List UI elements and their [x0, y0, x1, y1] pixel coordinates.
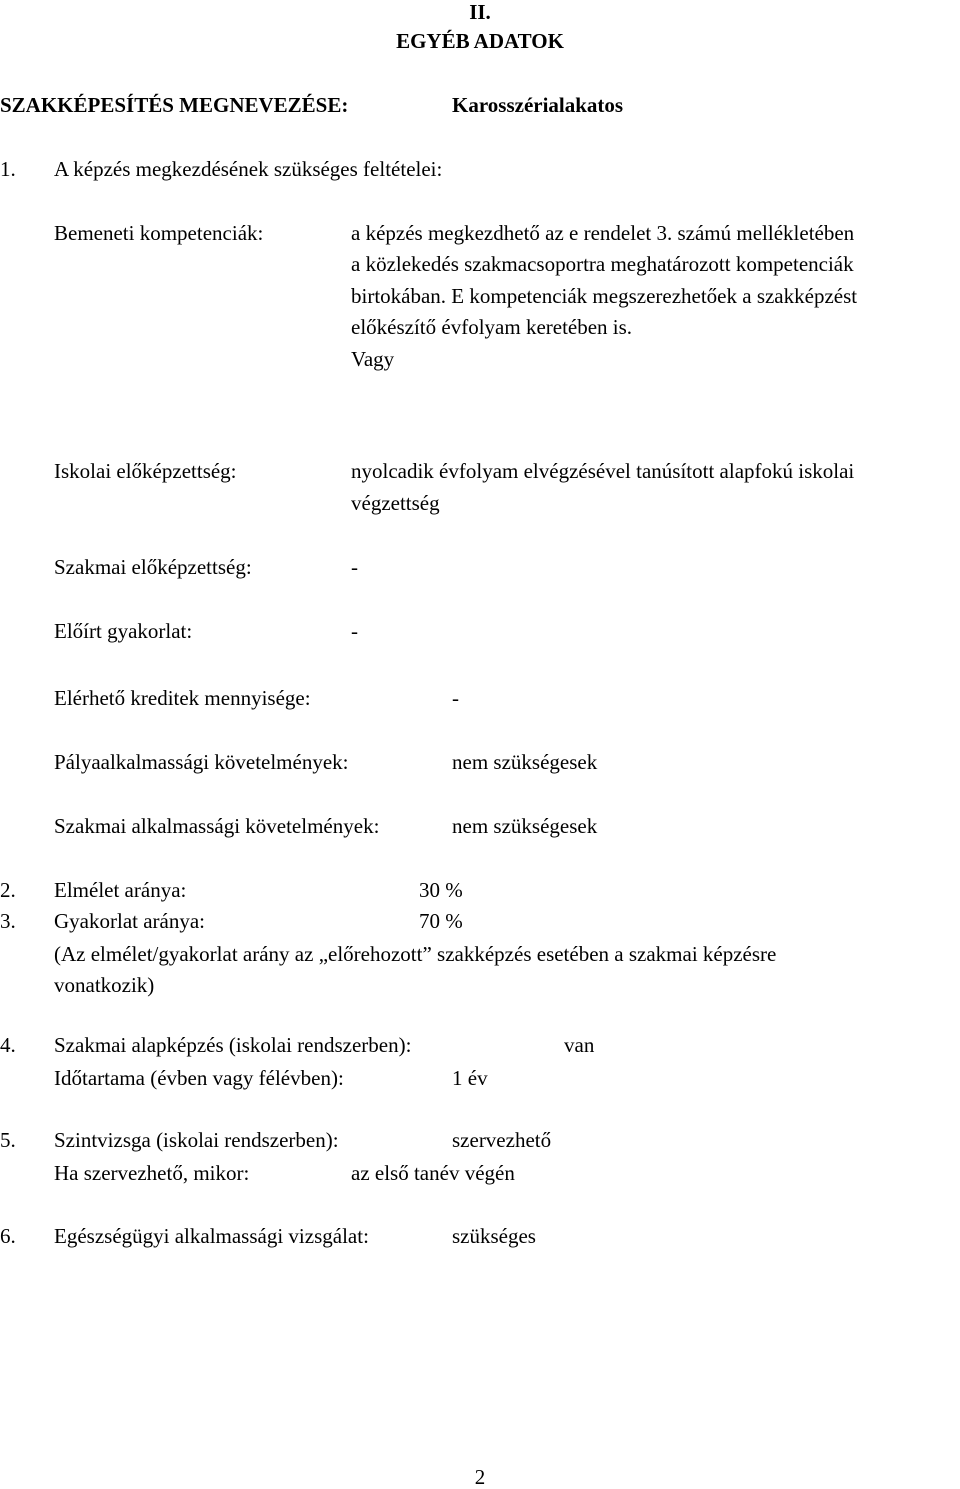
career-aptitude-value: nem szükségesek [452, 750, 598, 774]
career-aptitude-label: Pályaalkalmassági követelmények: [54, 750, 349, 774]
item2-number: 2. [0, 878, 16, 902]
required-practice-value: - [351, 619, 358, 643]
item3-label: Gyakorlat aránya: [54, 909, 206, 933]
item3-value: 70 % [419, 909, 463, 933]
item4-duration-label: Időtartama (évben vagy félévben): [54, 1066, 344, 1090]
professional-prerequisite-label: Szakmai előképzettség: [54, 555, 252, 579]
entry-competencies-line: a képzés megkezdhető az e rendelet 3. számú mellékletében [351, 221, 855, 245]
item1-number: 1. [0, 157, 16, 181]
item5-when-label: Ha szervezhető, mikor: [54, 1161, 250, 1185]
page-number: 2 [474, 1465, 486, 1489]
item6-value: szükséges [452, 1224, 536, 1248]
item5-number: 5. [0, 1128, 16, 1152]
section-number: II. [469, 0, 491, 24]
school-prerequisite-label: Iskolai előképzettség: [54, 459, 237, 483]
qualification-value: Karosszérialakatos [452, 93, 624, 117]
item4-number: 4. [0, 1033, 16, 1057]
item2-label: Elmélet aránya: [54, 878, 187, 902]
item4-duration-value: 1 év [452, 1066, 488, 1090]
item4-value: van [564, 1033, 595, 1057]
entry-competencies-line: birtokában. E kompetenciák megszerezhetőek a szakképzést [351, 284, 858, 308]
entry-competencies-line: előkészítő évfolyam keretében is. [351, 315, 633, 339]
professional-prerequisite-value: - [351, 555, 358, 579]
entry-competencies-line: a közlekedés szakmacsoportra meghatározott kompetenciák [351, 252, 854, 276]
item2-value: 30 % [419, 878, 463, 902]
item5-value: szervezhető [452, 1128, 552, 1152]
school-prerequisite-line: nyolcadik évfolyam elvégzésével tanúsított alapfokú iskolai [351, 459, 855, 483]
item5-when-value: az első tanév végén [351, 1161, 515, 1185]
item4-label: Szakmai alapképzés (iskolai rendszerben): [54, 1033, 412, 1057]
item5-label: Szintvizsga (iskolai rendszerben): [54, 1128, 339, 1152]
credits-value: - [452, 686, 459, 710]
item3-note-line: vonatkozik) [54, 973, 155, 997]
item3-number: 3. [0, 909, 16, 933]
item1-title: A képzés megkezdésének szükséges feltételei: [54, 157, 443, 181]
or-text: Vagy [351, 347, 395, 371]
entry-competencies-label: Bemeneti kompetenciák: [54, 221, 264, 245]
credits-label: Elérhető kreditek mennyisége: [54, 686, 311, 710]
item6-label: Egészségügyi alkalmassági vizsgálat: [54, 1224, 369, 1248]
professional-aptitude-label: Szakmai alkalmassági követelmények: [54, 814, 380, 838]
qualification-label: SZAKKÉPESÍTÉS MEGNEVEZÉSE: [0, 93, 349, 117]
item3-note-line: (Az elmélet/gyakorlat arány az „előrehozott” szakképzés esetében a szakmai képzésre [54, 942, 777, 966]
section-title: EGYÉB ADATOK [396, 29, 564, 53]
item6-number: 6. [0, 1224, 16, 1248]
required-practice-label: Előírt gyakorlat: [54, 619, 193, 643]
school-prerequisite-line: végzettség [351, 491, 440, 515]
professional-aptitude-value: nem szükségesek [452, 814, 598, 838]
